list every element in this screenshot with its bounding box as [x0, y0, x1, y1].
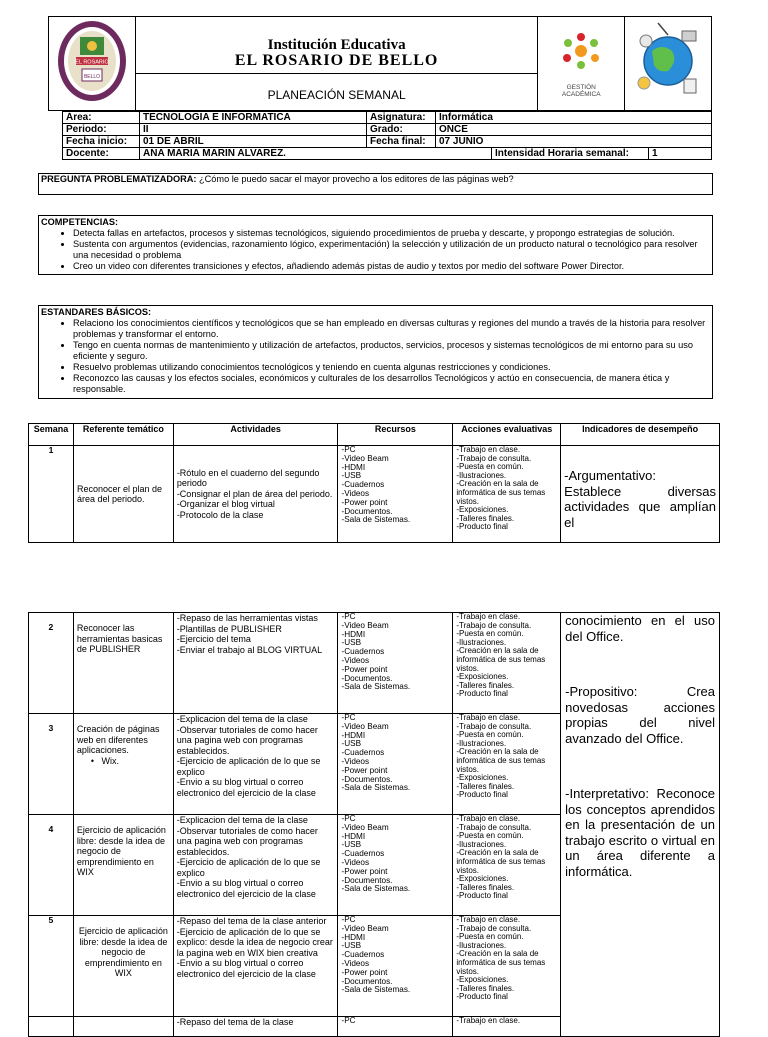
competencia-item: • Detecta fallas en artefactos, procesos y sistemas tecnológicos, siguiendo procedimientos de prueba y descarte, y propongo estrategias de solución.: [73, 228, 710, 239]
indicator-part-2c: -Interpretativo: Reconoce los conceptos aprendidos en la presentación de un trabajo escrito o virtual en un área diferente a informática.: [565, 786, 715, 879]
header-acciones: Acciones evaluativas: [453, 424, 561, 446]
row-resources: -PC -Video Beam -HDMI -USB -Cuadernos -Videos -Power point -Documentos. -Sala de Sistemas.: [338, 446, 453, 543]
row-activities: -Rótulo en el cuaderno del segundo periodo -Consignar el plan de área del periodo. -Organizar el blog virtual -Protocolo de la clase: [173, 446, 338, 543]
week-number: [29, 1017, 74, 1037]
area-value: TECNOLOGIA E INFORMATICA: [140, 112, 367, 124]
info-table: [62, 111, 712, 160]
fecha-final-value: 07 JUNIO: [436, 136, 712, 148]
row-evaluations: -Trabajo en clase. -Trabajo de consulta. -Puesta en común. -Ilustraciones. -Creación en la sala de informática de sus temas vistos. -Exposiciones. -Talleres finales. -Producto final: [453, 613, 561, 714]
globe-technology-icon: [632, 21, 704, 101]
header-actividades: Actividades: [173, 424, 338, 446]
competencias-box: [38, 215, 713, 275]
periodo-value: II: [140, 124, 367, 136]
pregunta-box: [38, 173, 713, 195]
indicators-cell: [561, 613, 720, 1037]
activities-table-1: [28, 423, 720, 543]
fecha-inicio-label: Fecha inicio:: [63, 136, 140, 148]
row-resources: -PC: [338, 1017, 453, 1037]
row-topic-bullet: • Wix.: [90, 755, 120, 766]
intensidad-label: Intensidad Horaria semanal:: [492, 148, 649, 160]
header-indicadores: Indicadores de desempeño: [561, 424, 720, 446]
estandares-box: [38, 305, 713, 399]
fecha-final-label: Fecha final:: [367, 136, 436, 148]
pregunta-label: PREGUNTA PROBLEMATIZADORA:: [41, 174, 197, 184]
docente-value: ANA MARIA MARIN ALVAREZ.: [140, 148, 492, 160]
grado-label: Grado:: [367, 124, 436, 136]
institution-name-line1: Institución Educativa: [267, 36, 406, 53]
indicator-part-2b: -Propositivo: Crea novedosas acciones propias del nivel avanzado del Office.: [565, 684, 715, 746]
row-topic-bullet-text: Wix.: [101, 755, 120, 766]
fecha-inicio-value: 01 DE ABRIL: [140, 136, 367, 148]
row-evaluations: -Trabajo en clase. -Trabajo de consulta. -Puesta en común. -Ilustraciones. -Creación en la sala de informática de sus temas vistos. -Exposiciones. -Talleres finales. -Producto final: [453, 446, 561, 543]
activities-table-2: [28, 612, 720, 1037]
seal-sub-text: BELLO: [83, 74, 100, 80]
header-recursos: Recursos: [338, 424, 453, 446]
row-activities: -Explicacion del tema de la clase -Observar tutoriales de como hacer una pagina web con programas establecidos. -Ejercicio de aplicación de lo que se explico -Envio a su blog virtual o correo electronico del ejercicio de la clase: [173, 714, 338, 815]
table-row: [29, 613, 720, 714]
competencias-list: [41, 228, 710, 272]
row-topic-cell: [73, 714, 173, 815]
row-topic: Ejercicio de aplicación libre: desde la idea de negocio de emprendimiento en WIX: [73, 916, 173, 1017]
week-number: 2: [29, 613, 74, 714]
estandares-list: [41, 318, 710, 395]
header-referente: Referente temático: [73, 424, 173, 446]
gestion-line1: GESTIÓN: [566, 84, 596, 91]
school-seal-icon: [56, 17, 128, 105]
document-title: PLANEACIÓN SEMANAL: [267, 87, 406, 102]
seal-text: EL ROSARIO: [75, 59, 109, 66]
row-resources: -PC -Video Beam -HDMI -USB -Cuadernos -Videos -Power point -Documentos. -Sala de Sistemas.: [338, 613, 453, 714]
pregunta-text: ¿Cómo le puedo sacar el mayor provecho a los editores de las páginas web?: [196, 174, 514, 184]
row-resources: -PC -Video Beam -HDMI -USB -Cuadernos -Videos -Power point -Documentos. -Sala de Sistemas.: [338, 916, 453, 1017]
asignatura-label: Asignatura:: [367, 112, 436, 124]
title-cell: [135, 17, 538, 111]
week-number: 5: [29, 916, 74, 1017]
docente-label: Docente:: [63, 148, 140, 160]
header-table: [48, 16, 712, 111]
estandar-item: • Resuelvo problemas utilizando conocimientos tecnológicos y teniendo en cuenta algunas restricciones y condiciones.: [73, 362, 710, 373]
row-topic: Reconocer las herramientas basicas de PUBLISHER: [73, 613, 173, 714]
asignatura-value: Informática: [436, 112, 712, 124]
estandares-title: ESTANDARES BÁSICOS:: [41, 307, 152, 317]
estandar-item: • Tengo en cuenta normas de mantenimiento y utilización de artefactos, productos, servicios, procesos y sistemas tecnológicos de mi entorno para su uso eficiente y seguro.: [73, 340, 710, 362]
row-topic: Ejercicio de aplicación libre: desde la idea de negocio de emprendimiento en WIX: [73, 815, 173, 916]
row-evaluations: -Trabajo en clase. -Trabajo de consulta. -Puesta en común. -Ilustraciones. -Creación en la sala de informática de sus temas vistos. -Exposiciones. -Talleres finales. -Producto final: [453, 815, 561, 916]
gestion-line2: ACADÉMICA: [561, 91, 601, 98]
header-semana: Semana: [29, 424, 74, 446]
row-activities: -Repaso del tema de la clase anterior -Ejercicio de aplicación de lo que se explico: desde la idea de negocio crear la pagina web en WIX bien creativa -Envio a su blog virtual o correo electronico del ejercicio de la clase: [173, 916, 338, 1017]
row-topic: [73, 1017, 173, 1037]
row-resources: -PC -Video Beam -HDMI -USB -Cuadernos -Videos -Power point -Documentos. -Sala de Sistemas.: [338, 815, 453, 916]
grado-value: ONCE: [436, 124, 712, 136]
row-evaluations: -Trabajo en clase.: [453, 1017, 561, 1037]
competencias-title: COMPETENCIAS:: [41, 217, 119, 227]
row-evaluations: -Trabajo en clase. -Trabajo de consulta. -Puesta en común. -Ilustraciones. -Creación en la sala de informática de sus temas vistos. -Exposiciones. -Talleres finales. -Producto final: [453, 916, 561, 1017]
week-number: 4: [29, 815, 74, 916]
indicator-part-1: -Argumentativo: Establece diversas actividades que amplían el: [561, 446, 720, 543]
week-number: 1: [29, 446, 74, 543]
row-topic: Creación de páginas web en diferentes aplicaciones.: [76, 724, 160, 755]
institution-name-line2: EL ROSARIO DE BELLO: [234, 51, 439, 69]
estandar-item: • Reconozco las causas y los efectos sociales, económicos y culturales de los desarrollos Tecnológicos y actúo en consecuencia, de manera ética y responsable.: [73, 373, 710, 395]
row-evaluations: -Trabajo en clase. -Trabajo de consulta. -Puesta en común. -Ilustraciones. -Creación en la sala de informática de sus temas vistos. -Exposiciones. -Talleres finales. -Producto final: [453, 714, 561, 815]
table-row: [29, 446, 720, 543]
estandar-item: • Relaciono los conocimientos científicos y tecnológicos que se han empleado en diversas culturas y regiones del mundo a través de la historia para resolver problemas y transformar el entorno.: [73, 318, 710, 340]
school-seal-cell: [49, 17, 136, 111]
row-activities: -Repaso del tema de la clase: [173, 1017, 338, 1037]
row-activities: -Explicacion del tema de la clase -Observar tutoriales de como hacer una pagina web con programas establecidos. -Ejercicio de aplicación de lo que se explico -Envio a su blog virtual o correo electronico del ejercicio de la clase: [173, 815, 338, 916]
row-activities: -Repaso de las herramientas vistas -Plantillas de PUBLISHER -Ejercicio del tema -Enviar el trabajo al BLOG VIRTUAL: [173, 613, 338, 714]
gestion-academica-icon: [551, 29, 611, 79]
intensidad-value: 1: [649, 148, 712, 160]
area-label: Área:: [63, 112, 140, 124]
row-resources: -PC -Video Beam -HDMI -USB -Cuadernos -Videos -Power point -Documentos. -Sala de Sistemas.: [338, 714, 453, 815]
competencia-item: • Creo un video con diferentes transiciones y efectos, añadiendo además pistas de audio y textos por medio del software Power Director.: [73, 261, 710, 272]
periodo-label: Periodo:: [63, 124, 140, 136]
indicator-part-2a: conocimiento en el uso del Office.: [565, 613, 715, 644]
gestion-logo-cell: [538, 17, 625, 111]
globe-logo-cell: [625, 17, 712, 111]
week-number: 3: [29, 714, 74, 815]
competencia-item: • Sustenta con argumentos (evidencias, razonamiento lógico, experimentación) la selección y utilización de un producto natural o tecnológico para resolver una necesidad o problema: [73, 239, 710, 261]
row-topic: Reconocer el plan de área del periodo.: [73, 446, 173, 543]
